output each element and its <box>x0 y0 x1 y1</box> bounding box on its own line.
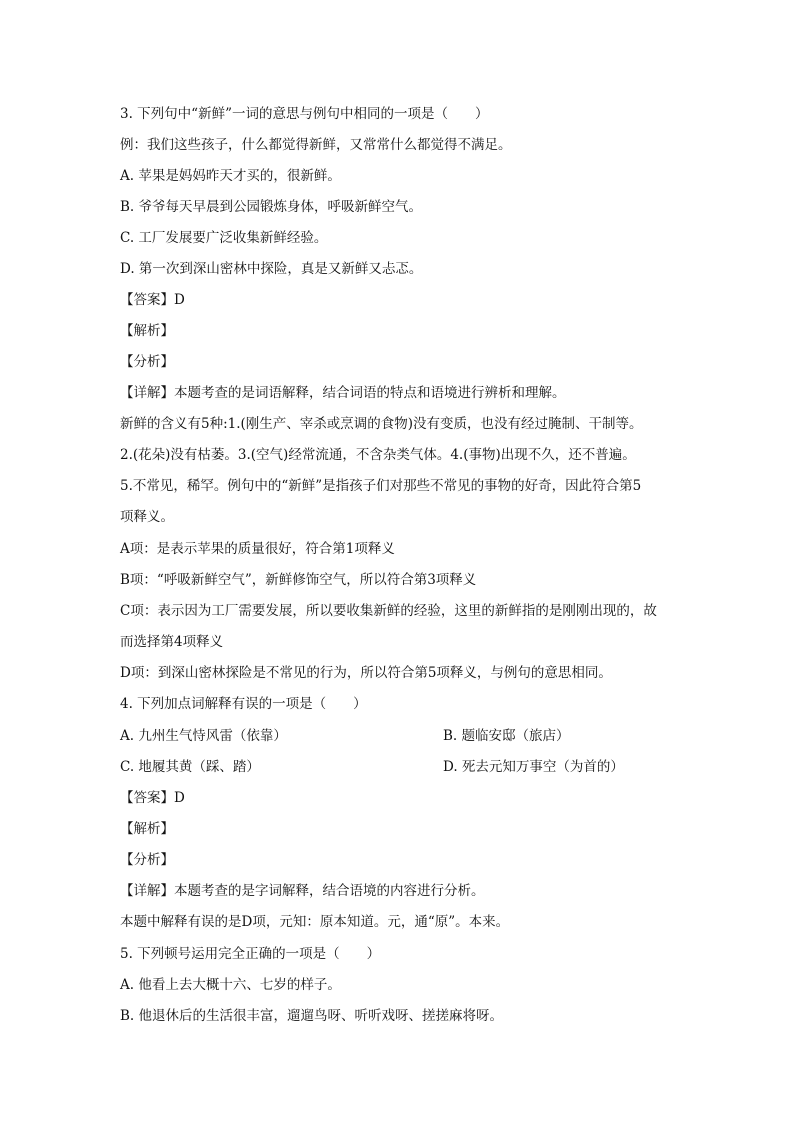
q3-answer: 【答案】D <box>120 292 185 308</box>
q4-stem: 4. 下列加点词解释有误的一项是（ ） <box>120 696 367 712</box>
q3-body-line: B项：“呼吸新鲜空气”，新鲜修饰空气，所以符合第3项释义 <box>120 572 477 588</box>
q4-analysis-heading: 【解析】 <box>120 821 174 837</box>
q3-example: 例：我们这些孩子，什么都觉得新鲜，又常常什么都觉得不满足。 <box>120 137 512 153</box>
q3-analysis-heading: 【解析】 <box>120 323 174 339</box>
q3-body-line: 而选择第4项释义 <box>120 634 224 650</box>
q4-body-line: 本题中解释有误的是D项，元知：原本知道。元，通“原”。本来。 <box>120 914 510 930</box>
q4-detail: 【详解】本题考查的是字词解释，结合语境的内容进行分析。 <box>120 883 485 899</box>
q3-body-line: 2.(花朵)没有枯萎。3.(空气)经常流通，不含杂类气体。4.(事物)出现不久，还不普遍。 <box>120 447 636 463</box>
q4-option-c: C. 地履其黄（踩、踏） <box>120 759 260 775</box>
q4-option-d: D. 死去元知万事空（为首的） <box>443 759 624 775</box>
q3-option-d: D. 第一次到深山密林中探险，真是又新鲜又忐忑。 <box>120 261 423 277</box>
q3-body-line: A项：是表示苹果的质量很好，符合第1项释义 <box>120 541 395 557</box>
q4-option-a: A. 九州生气恃风雷（依靠） <box>120 728 287 744</box>
q4-answer: 【答案】D <box>120 790 185 806</box>
q3-option-a: A. 苹果是妈妈昨天才买的，很新鲜。 <box>120 168 341 184</box>
q3-option-b: B. 爷爷每天早晨到公园锻炼身体，呼吸新鲜空气。 <box>120 199 423 215</box>
q3-body-line: C项：表示因为工厂需要发展，所以要收集新鲜的经验，这里的新鲜指的是刚刚出现的，故 <box>120 603 657 619</box>
q5-option-a: A. 他看上去大概十六、七岁的样子。 <box>120 977 341 993</box>
q3-stem: 3. 下列句中“新鲜”一词的意思与例句中相同的一项是（ ） <box>120 106 489 122</box>
q3-body-line: 项释义。 <box>120 509 174 525</box>
q3-option-c: C. 工厂发展要广泛收集新鲜经验。 <box>120 230 328 246</box>
q4-option-b: B. 题临安邸（旅店） <box>443 728 570 744</box>
q4-fenxi-heading: 【分析】 <box>120 852 174 868</box>
q5-stem: 5. 下列顿号运用完全正确的一项是（ ） <box>120 946 381 962</box>
q3-body-line: 5.不常见，稀罕。例句中的“新鲜”是指孩子们对那些不常见的事物的好奇，因此符合第5 <box>120 478 642 494</box>
q3-body-line: D项：到深山密林探险是不常见的行为，所以符合第5项释义，与例句的意思相同。 <box>120 665 612 681</box>
q3-body-line: 新鲜的含义有5种:1.(刚生产、宰杀或烹调的食物)没有变质，也没有经过腌制、干制等。 <box>120 416 643 432</box>
q3-detail: 【详解】本题考查的是词语解释，结合词语的特点和语境进行辨析和理解。 <box>120 385 566 401</box>
q5-option-b: B. 他退休后的生活很丰富，遛遛鸟呀、听听戏呀、搓搓麻将呀。 <box>120 1008 504 1024</box>
q3-fenxi-heading: 【分析】 <box>120 354 174 370</box>
